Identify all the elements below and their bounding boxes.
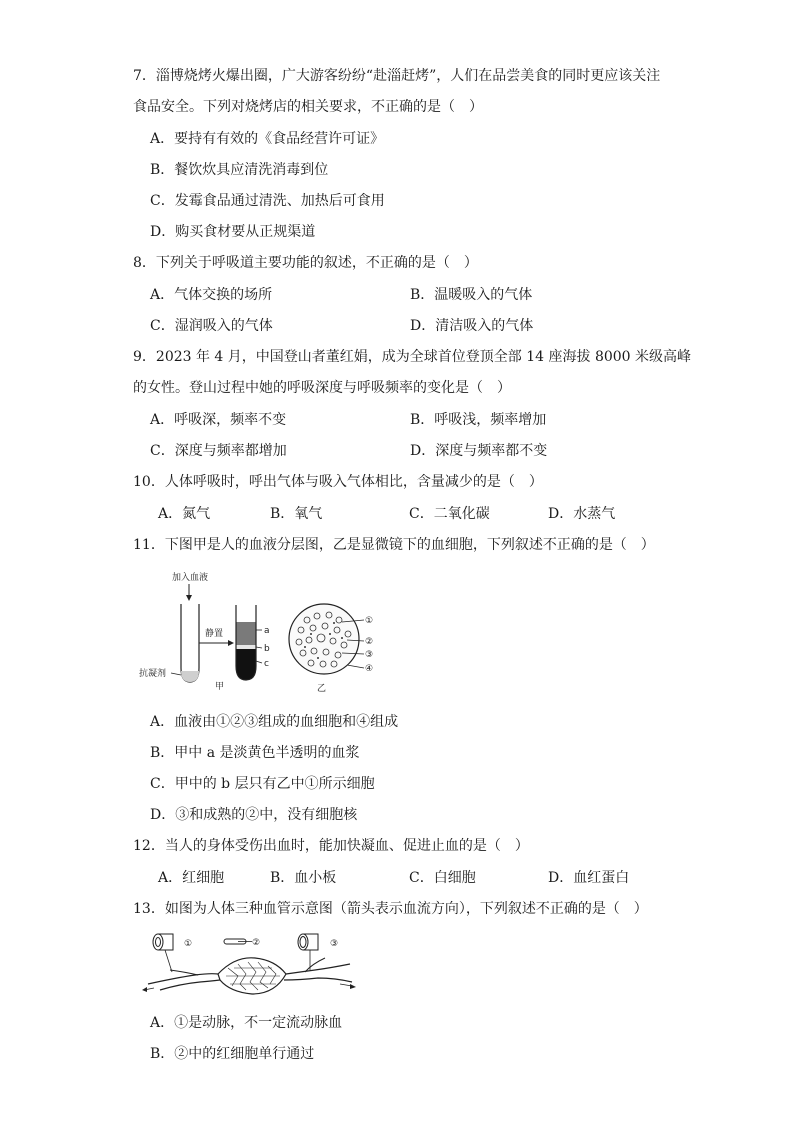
q7-option-c: C．发霉食品通过清洗、加热后可食用 (150, 193, 385, 209)
cell-label-4: ④ (365, 664, 374, 674)
q9-stem-line2: 的女性。登山过程中她的呼吸深度与呼吸频率的变化是（ ） (133, 380, 511, 396)
q9-option-c: C．深度与频率都增加 (150, 443, 287, 459)
vessel-label-3: ③ (330, 939, 339, 949)
test-tube-before (181, 604, 199, 682)
q11-option-b: B．甲中 a 是淡黄色半透明的血浆 (150, 745, 360, 761)
q7-option-d: D．购买食材要从正规渠道 (150, 224, 316, 240)
right-vessel-branch (286, 964, 350, 974)
red-cell-layer-c (236, 649, 256, 680)
q11-option-a: A．血液由①②③组成的血细胞和④组成 (150, 714, 399, 730)
jia-label: 甲 (215, 682, 225, 692)
layer-c-label: c (264, 659, 269, 669)
q8-option-d: D．清洁吸入的气体 (410, 318, 534, 334)
q7-option-a: A．要持有有效的《食品经营许可证》 (150, 131, 385, 147)
q11-option-d: D．③和成熟的②中，没有细胞核 (150, 807, 358, 823)
cell-label-3: ③ (365, 650, 374, 660)
stand-label: 静置 (205, 629, 224, 639)
q13-option-a: A．①是动脉，不一定流动脉血 (150, 1015, 343, 1031)
q10-option-b: B．氧气 (270, 506, 323, 522)
stand-arrowhead (228, 640, 234, 646)
q13-option-b: B．②中的红细胞单行通过 (150, 1046, 315, 1062)
anticoagulant-pointer (171, 673, 181, 675)
anticoagulant-label: 抗凝剂 (139, 669, 167, 679)
q9-option-a: A．呼吸深，频率不变 (150, 412, 287, 428)
vessel-label-1: ① (184, 939, 193, 949)
cell-label-2: ② (365, 637, 374, 647)
add-blood-arrowhead (186, 595, 192, 601)
tube2-empty (236, 605, 256, 622)
blood-vessel-figure (140, 928, 360, 998)
q10-stem: 10．人体呼吸时，呼出气体与吸入气体相比，含量减少的是（ ） (133, 474, 543, 490)
q10-option-d: D．水蒸气 (548, 506, 616, 522)
q7-stem-line2: 食品安全。下列对烧烤店的相关要求，不正确的是（ ） (133, 99, 483, 115)
plasma-layer-a (236, 622, 256, 645)
q12-option-b: B．血小板 (270, 870, 337, 886)
add-blood-label: 加入血液 (172, 573, 209, 583)
q12-option-a: A．红细胞 (158, 870, 225, 886)
q8-option-a: A．气体交换的场所 (150, 287, 273, 303)
q8-option-c: C．湿润吸入的气体 (150, 318, 273, 334)
q11-stem: 11．下图甲是人的血液分层图，乙是显微镜下的血细胞，下列叙述不正确的是（ ） (133, 537, 655, 553)
q7-option-b: B．餐饮炊具应清洗消毒到位 (150, 162, 329, 178)
yi-label: 乙 (317, 684, 327, 694)
left-vessel-branch (148, 974, 218, 984)
q10-option-c: C．二氧化碳 (409, 506, 490, 522)
pointer-4 (347, 665, 364, 668)
blood-layer-figure (137, 568, 387, 694)
q7-stem-line1: 7．淄博烧烤火爆出圈，广大游客纷纷“赴淄赶烤”，人们在品尝美食的同时更应该关注 (133, 68, 661, 84)
q9-stem-line1: 9．2023 年 4 月，中国登山者董红娟，成为全球首位登顶全部 14 座海拔 8000 米级高峰 (133, 349, 692, 365)
q12-option-d: D．血红蛋白 (548, 870, 630, 886)
q12-option-c: C．白细胞 (409, 870, 476, 886)
q10-option-a: A．氮气 (158, 506, 211, 522)
layer-b-label: b (264, 644, 270, 654)
vessel-label-2: ② (252, 938, 261, 948)
q13-stem: 13．如图为人体三种血管示意图（箭头表示血流方向），下列叙述不正确的是（ ） (133, 901, 648, 917)
anticoagulant-fill (181, 671, 199, 682)
q12-stem: 12．当人的身体受伤出血时，能加快凝血、促进止血的是（ ） (133, 838, 529, 854)
q9-option-b: B．呼吸浅，频率增加 (410, 412, 547, 428)
b-pointer (256, 647, 262, 648)
layer-a-label: a (264, 626, 270, 636)
q8-option-b: B．温暖吸入的气体 (410, 287, 533, 303)
q11-option-c: C．甲中的 b 层只有乙中①所示细胞 (150, 776, 375, 792)
buffy-layer-b (236, 645, 256, 649)
q9-option-d: D．深度与频率都不变 (410, 443, 548, 459)
c-pointer (256, 661, 262, 663)
q8-stem: 8．下列关于呼吸道主要功能的叙述，不正确的是（ ） (133, 255, 478, 271)
cell-label-1: ① (365, 616, 374, 626)
artery-cross-section (153, 934, 163, 950)
